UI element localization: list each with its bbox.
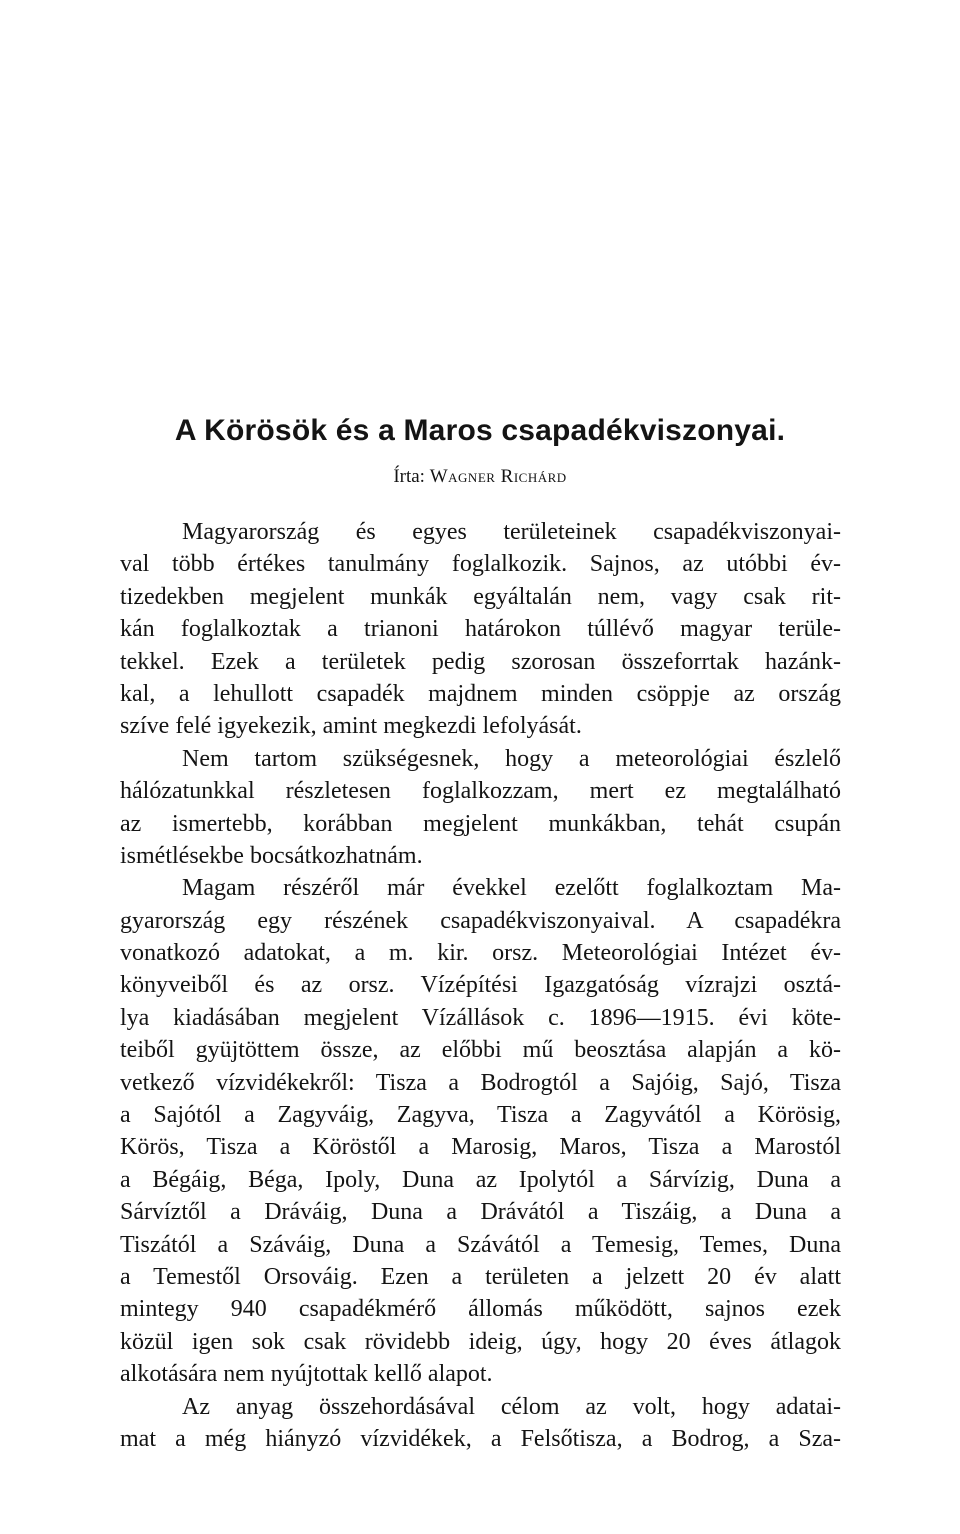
text-line: tizedekben megjelent munkák egyáltalán nem, vagy csak rit-	[120, 583, 841, 610]
text-line: mat a még hiányzó vízvidékek, a Felsőtisza, a Bodrog, a Sza-	[120, 1425, 841, 1452]
text-line: gyarország egy részének csapadékviszonyaival. A csapadékra	[120, 907, 841, 934]
text-line: val több értékes tanulmány foglalkozik. Sajnos, az utóbbi év-	[120, 551, 841, 578]
author-byline	[0, 466, 960, 488]
text-line: tekkel. Ezek a területek pedig szorosan összeforrtak hazánk-	[120, 648, 841, 675]
article-title: A Körösök és a Maros csapadékviszonyai.	[174, 414, 786, 447]
text-line: Magyarország és egyes területeinek csapadékviszonyai-	[182, 519, 841, 545]
text-line: vetkező vízvidékekről: Tisza a Bodrogtól a Sajóig, Sajó, Tisza	[120, 1069, 841, 1096]
text-line: alkotására nem nyújtottak kellő alapot.	[120, 1361, 493, 1388]
text-line: közül igen sok csak rövidebb ideig, úgy, hogy 20 éves átlagok	[120, 1328, 841, 1355]
text-line: mintegy 940 csapadékmérő állomás működött, sajnos ezek	[120, 1296, 841, 1323]
text-line: az ismertebb, korábban megjelent munkákban, tehát csupán	[120, 810, 841, 837]
text-line: Sárvíztől a Dráváig, Duna a Drávától a Tiszáig, a Duna a	[120, 1199, 841, 1226]
text-line: Körös, Tisza a Köröstől a Marosig, Maros, Tisza a Marostól	[120, 1134, 841, 1161]
text-line: Tiszától a Száváig, Duna a Szávától a Temesig, Temes, Duna	[120, 1231, 841, 1258]
text-line: lya kiadásában megjelent Vízállások c. 1896—1915. évi köte-	[120, 1004, 841, 1031]
text-line: kán foglalkoztak a trianoni határokon túllévő magyar terüle-	[120, 616, 841, 643]
text-line: kal, a lehullott csapadék majdnem minden csöppje az ország	[120, 680, 841, 707]
text-line: a Bégáig, Béga, Ipoly, Duna az Ipolytól a Sárvízig, Duna a	[120, 1166, 841, 1193]
text-line: a Temestől Orsováig. Ezen a területen a jelzett 20 év alatt	[120, 1263, 841, 1290]
article-body	[120, 516, 841, 1455]
text-line: Magam részéről már évekkel ezelőtt foglalkoztam Ma-	[182, 875, 841, 902]
author-name: Wagner Richárd	[429, 466, 567, 487]
byline-prefix: Írta:	[393, 466, 425, 487]
text-line: vonatkozó adatokat, a m. kir. orsz. Meteorológiai Intézet év-	[120, 940, 841, 967]
text-line: teiből gyüjtöttem össze, az előbbi mű beosztása alapján a kö-	[120, 1037, 841, 1064]
text-line: Nem tartom szükségesnek, hogy a meteorológiai észlelő	[182, 745, 841, 772]
text-line: szíve felé igyekezik, amint megkezdi lefolyását.	[120, 713, 582, 740]
text-line: ismétlésekbe bocsátkozhatnám.	[120, 842, 423, 869]
text-line: hálózatunkkal részletesen foglalkozzam, mert ez megtalálható	[120, 778, 841, 805]
text-line: Az anyag összehordásával célom az volt, hogy adatai-	[182, 1393, 841, 1420]
text-line: könyveiből és az orsz. Vízépítési Igazgatóság vízrajzi osztá-	[120, 972, 841, 999]
text-line: a Sajótól a Zagyváig, Zagyva, Tisza a Zagyvától a Körösig,	[120, 1102, 841, 1129]
